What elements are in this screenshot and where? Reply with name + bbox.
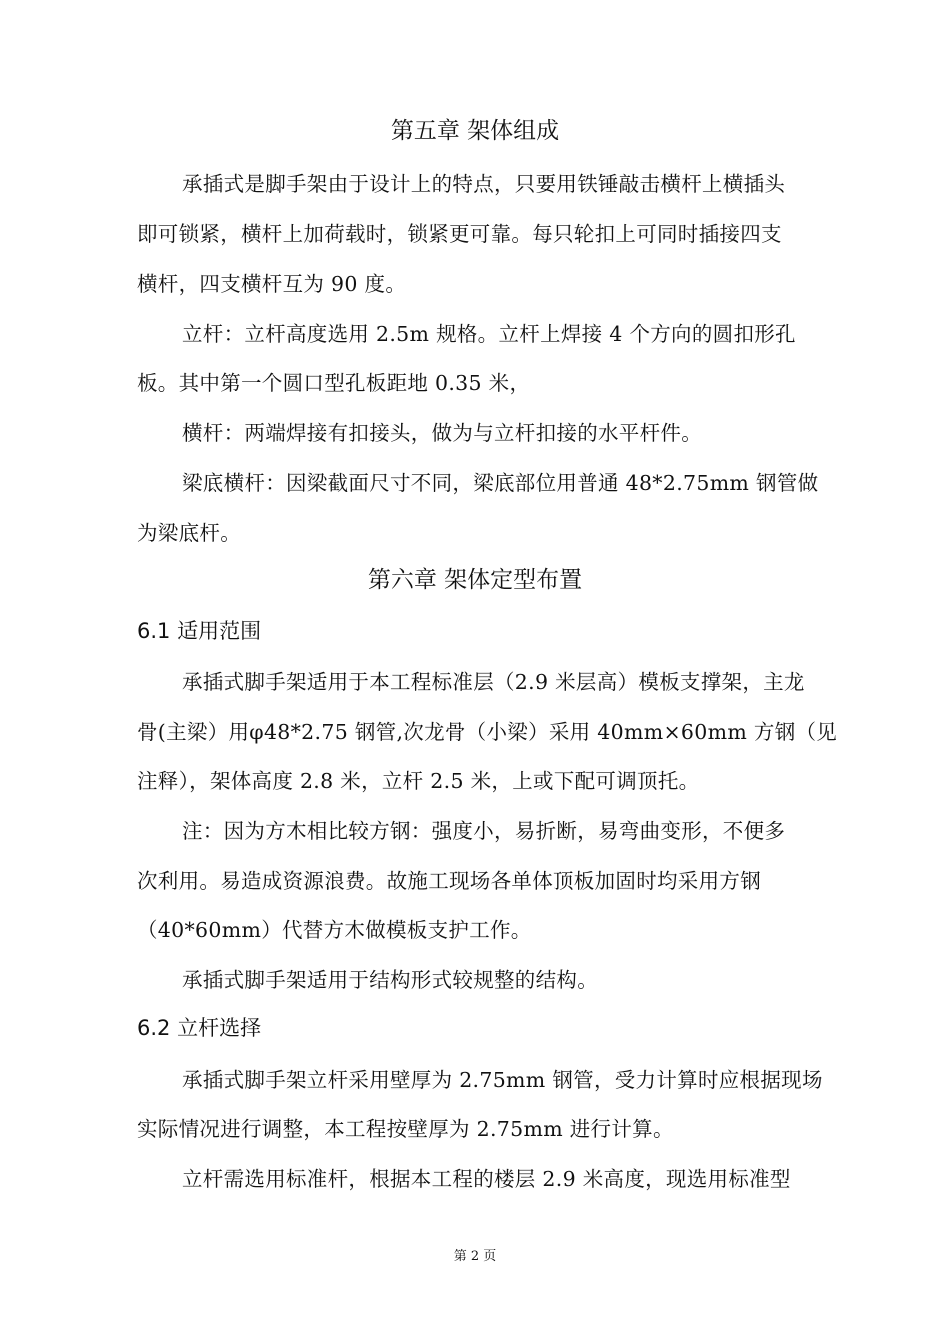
paragraph-line: 注：因为方木相比较方钢：强度小，易折断，易弯曲变形，不便多 [182,819,786,843]
page-number: 第 2 页 [453,1249,497,1264]
paragraph-line: 次利用。易造成资源浪费。故施工现场各单体顶板加固时均采用方钢 [137,869,761,893]
paragraph-line: 即可锁紧，横杆上加荷载时，锁紧更可靠。每只轮扣上可同时插接四支 [137,222,782,246]
paragraph-line: 梁底横杆：因梁截面尺寸不同，梁底部位用普通 48*2.75mm 钢管做 [182,471,819,495]
paragraph-line: 承插式脚手架立杆采用壁厚为 2.75mm 钢管，受力计算时应根据现场 [182,1068,823,1092]
paragraph-line: 承插式脚手架适用于结构形式较规整的结构。 [182,968,598,992]
paragraph-line: 立杆需选用标准杆，根据本工程的楼层 2.9 米高度，现选用标准型 [182,1167,791,1191]
paragraph-line: 为梁底杆。 [137,521,241,545]
paragraph-line: 承插式脚手架适用于本工程标准层（2.9 米层高）模板支撑架，主龙 [182,670,805,694]
paragraph-line: 立杆：立杆高度选用 2.5m 规格。立杆上焊接 4 个方向的圆扣形孔 [182,322,796,346]
paragraph-line: 横杆：两端焊接有扣接头，做为与立杆扣接的水平杆件。 [182,421,702,445]
section-6-1-title: 6.1 适用范围 [137,619,262,643]
paragraph-line: 板。其中第一个圆口型孔板距地 0.35 米， [137,371,531,395]
paragraph-line: 实际情况进行调整，本工程按壁厚为 2.75mm 进行计算。 [137,1117,674,1141]
paragraph-line: 骨(主梁）用φ48*2.75 钢管,次龙骨（小梁）采用 40mm×60mm 方钢（见 [137,720,838,744]
paragraph-line: 横杆，四支横杆互为 90 度。 [137,272,407,296]
paragraph-line: 注释），架体高度 2.8 米，立杆 2.5 米，上或下配可调顶托。 [137,769,700,793]
paragraph-line: 承插式是脚手架由于设计上的特点，只要用铁锤敲击横杆上横插头 [182,172,786,196]
section-6-2-title: 6.2 立杆选择 [137,1016,262,1040]
chapter-6-title: 第六章 架体定型布置 [367,567,583,593]
chapter-5-title: 第五章 架体组成 [390,118,560,144]
paragraph-line: （40*60mm）代替方木做模板支护工作。 [137,918,532,942]
